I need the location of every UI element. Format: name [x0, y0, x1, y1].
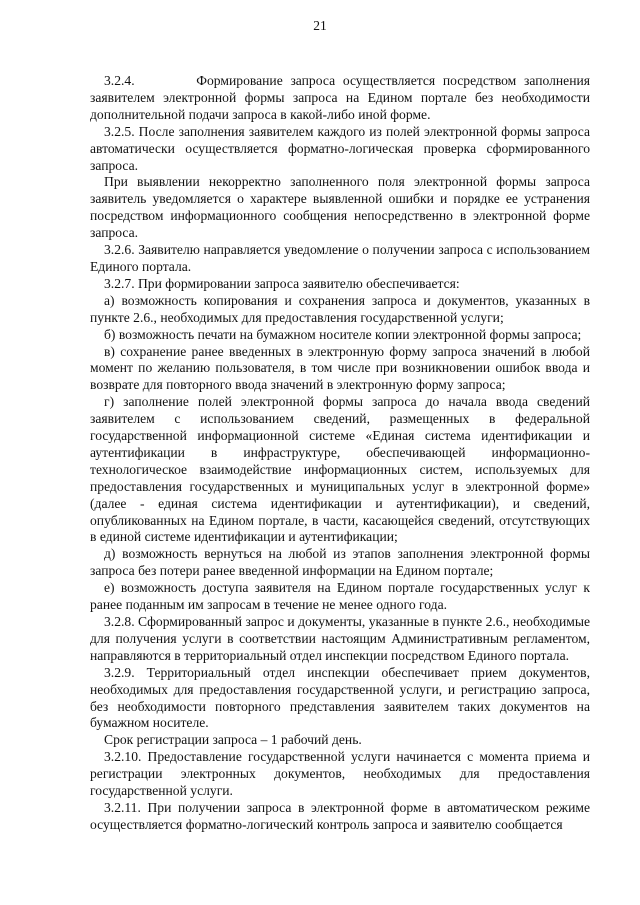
paragraph-3-2-6: 3.2.6. Заявителю направляется уведомление о получении запроса с использованием Единого портала. — [90, 242, 590, 274]
list-item-g: г) заполнение полей электронной формы запроса до начала ввода сведений заявителем с использованием сведений, размещенных в федеральной государственной информационной системе «Единая система идентификации и аутентификации в инфраструктуре, обеспечивающей информационно-технологическое взаимодействие информационных систем, используемых для предоставления государственных и муниципальных услуг в электронной форме» (далее - единая система идентификации и аутентификации), и сведений, опубликованных на Едином портале, в части, касающейся сведений, отсутствующих в единой системе идентификации и аутентификации; — [90, 394, 590, 545]
list-item-b: б) возможность печати на бумажном носителе копии электронной формы запроса; — [104, 326, 582, 342]
paragraph-registration-term: Срок регистрации запроса – 1 рабочий день. — [104, 732, 362, 748]
paragraph-3-2-11: 3.2.11. При получении запроса в электронной форме в автоматическом режиме осуществляется форматно-логический контроль запроса и заявителю сообщается — [90, 799, 590, 832]
list-item-e: е) возможность доступа заявителя на Едином портале государственных услуг к ранее поданным им запросам в течение не менее одного года. — [90, 580, 590, 613]
paragraph-3-2-5: 3.2.5. После заполнения заявителем каждого из полей электронной формы запроса автоматически осуществляется форматно-логическая проверка сформированного запроса. — [90, 123, 590, 173]
document-body — [90, 73, 590, 834]
paragraph-3-2-10: 3.2.10. Предоставление государственной услуги начинается с момента приема и регистрации электронных документов, необходимых для предоставления государственной услуги. — [90, 749, 590, 799]
paragraph-3-2-4: 3.2.4. Формирование запроса осуществляется посредством заполнения заявителем электронной формы запроса на Едином портале без необходимости дополнительной подачи запроса в какой-либо иной форме. — [90, 73, 590, 122]
list-item-d: д) возможность вернуться на любой из этапов заполнения электронной формы запроса без потери ранее введенной информации на Едином портале; — [90, 546, 590, 579]
page-number: 21 — [313, 18, 327, 33]
paragraph-3-2-7: 3.2.7. При формировании запроса заявителю обеспечивается: — [104, 275, 460, 291]
list-item-a: а) возможность копирования и сохранения запроса и документов, указанных в пункте 2.6., необходимых для предоставления государственной услуги; — [90, 292, 590, 325]
list-item-v: в) сохранение ранее введенных в электронную форму запроса значений в любой момент по желанию пользователя, в том числе при возникновении ошибок ввода и возврате для повторного ввода значений в электронную форму запроса; — [90, 343, 590, 393]
paragraph-error-notice: При выявлении некорректно заполненного поля электронной формы запроса заявитель уведомляется о характере выявленной ошибки и порядке ее устранения посредством информационного сообщения непосредственно в электронной форме запроса. — [90, 174, 590, 241]
paragraph-3-2-9: 3.2.9. Территориальный отдел инспекции обеспечивает прием документов, необходимых для предоставления государственной услуги, и регистрацию запроса, без необходимости повторного представления заявителем таких документов на бумажном носителе. — [90, 664, 590, 731]
paragraph-3-2-8: 3.2.8. Сформированный запрос и документы, указанные в пункте 2.6., необходимые для получения услуги в соответствии настоящим Административным регламентом, направляются в территориальный отдел инспекции посредством Единого портала. — [90, 614, 590, 663]
